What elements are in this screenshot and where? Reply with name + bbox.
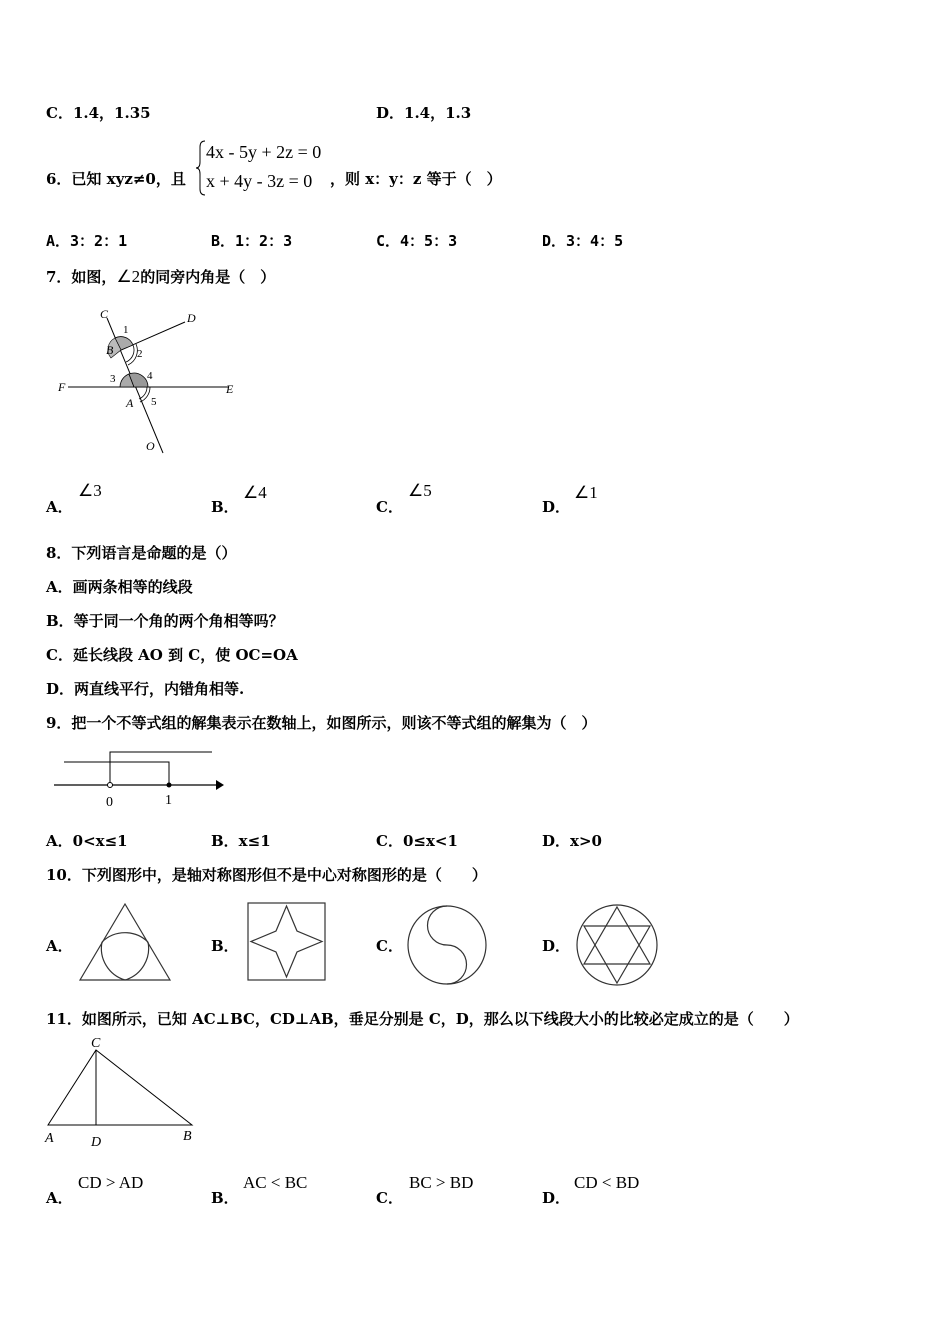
q11-label-d: D [91,1135,102,1150]
q7-label-4: 4 [147,370,153,382]
q7-option-b-letter: B． [211,498,239,516]
q11-triangle-figure [40,1032,210,1152]
q9-stem: 9．把一个不等式组的解集表示在数轴上，如图所示，则该不等式组的解集为（ ） [46,714,597,732]
q8-option-a: A．画两条相等的线段 [46,578,193,596]
q7-label-2: 2 [137,348,143,360]
q11-label-b: B [183,1129,192,1144]
q7-option-a-value: ∠3 [78,481,102,500]
q11-option-a-value: CD > AD [78,1173,144,1192]
q9-option-d: D．x>0 [542,832,602,850]
q10-option-a-figure [78,902,172,982]
q6-equation-2: x + 4y - 3z = 0 [206,171,313,191]
q6-system-brace [196,140,206,196]
q7-label-c: C [100,307,109,321]
q7-angle-figure [50,300,250,465]
q10-stem: 10．下列图形中，是轴对称图形但不是中心对称图形的是（ ） [46,866,487,884]
q10-b-square [248,903,325,980]
q8-option-b: B．等于同一个角的两个角相等吗？ [46,612,284,630]
q6-stem: 6．已知 xyz≠0，且 [46,170,186,188]
q10-option-b-letter: B． [211,937,239,955]
q9-option-a: A．0<x≤1 [46,832,128,850]
q7-option-c-letter: C． [376,498,403,516]
q8-stem: 8．下列语言是命题的是（） [46,544,237,562]
q10-option-c-figure [406,904,488,986]
q10-b-star [251,906,322,977]
q7-angle-2-arc-outer [128,344,137,365]
q7-option-c-value: ∠5 [408,481,432,500]
q7-label-d: D [187,311,196,325]
q11-option-b-value: AC < BC [243,1173,308,1192]
q8-option-d: D．两直线平行，内错角相等. [46,680,245,698]
q6-equation-1: 4x - 5y + 2z = 0 [206,142,322,162]
q7-stem [46,266,275,287]
q11-option-b-letter: B． [211,1189,239,1207]
q8-option-c: C．延长线段 AO 到 C，使 OC=OA [46,646,298,664]
q7-option-d-letter: D． [542,498,571,516]
q7-label-b: B [106,343,114,357]
q9-label-0: 0 [106,795,113,810]
q11-label-c: C [91,1036,101,1051]
q9-option-b: B．x≤1 [211,832,271,850]
q9-point-0 [108,783,113,788]
q7-option-d-value: ∠1 [574,483,598,502]
q7-label-3: 3 [110,373,116,385]
q7-label-a: A [126,396,134,410]
q10-option-d-letter: D． [542,937,571,955]
q7-label-o: O [146,439,155,453]
q10-d-triangle-up [584,907,650,964]
q9-axis-arrow [216,780,224,790]
q10-option-b-figure [247,902,327,982]
q11-option-c-value: BC > BD [409,1173,474,1192]
q11-stem: 11．如图所示，已知 AC⊥BC，CD⊥AB，垂足分别是 C，D，那么以下线段大小的比较必定成立的是（ ） [46,1010,799,1028]
q9-number-line [50,748,230,810]
q10-a-triangle [80,904,170,980]
q7-stem-prefix: 7．如图， [46,268,117,286]
q9-ray-x-ge-0 [110,752,212,785]
q10-option-c-letter: C． [376,937,403,955]
q7-stem-angle: ∠2 [116,267,141,286]
q7-label-e: E [226,382,234,396]
q5-option-c: C．1.4，1.35 [46,104,151,122]
q9-label-1: 1 [165,793,172,808]
q11-option-d-letter: D． [542,1189,571,1207]
q5-option-d: D．1.4，1.3 [376,104,472,122]
q9-point-1 [167,783,172,788]
q10-d-triangle-down [584,926,650,983]
q7-label-1: 1 [123,324,129,336]
q7-option-b-value: ∠4 [243,483,267,502]
q11-option-c-letter: C． [376,1189,403,1207]
q10-option-a-letter: A． [46,937,73,955]
q6-option-c: C．4：5：3 [376,232,458,250]
q6-option-d: D．3：4：5 [542,232,624,250]
q7-label-f: F [58,380,66,394]
q11-triangle-abc [48,1050,192,1125]
q7-label-5: 5 [151,396,157,408]
q10-option-d-figure [575,903,659,987]
q11-label-a: A [45,1131,54,1146]
q11-option-a-letter: A． [46,1189,73,1207]
q7-stem-suffix: 的同旁内角是（ ） [140,268,276,286]
q6-stem-end: ，则 x：y：z 等于（ ） [330,170,502,188]
q10-c-s-curve [428,906,467,984]
q9-option-c: C．0≤x<1 [376,832,458,850]
q7-option-a-letter: A． [46,498,73,516]
q9-ray-x-lt-1 [64,762,169,785]
q6-option-a: A．3：2：1 [46,232,128,250]
q6-option-b: B．1：2：3 [211,232,293,250]
q10-d-circle [577,905,657,985]
q11-option-d-value: CD < BD [574,1173,640,1192]
